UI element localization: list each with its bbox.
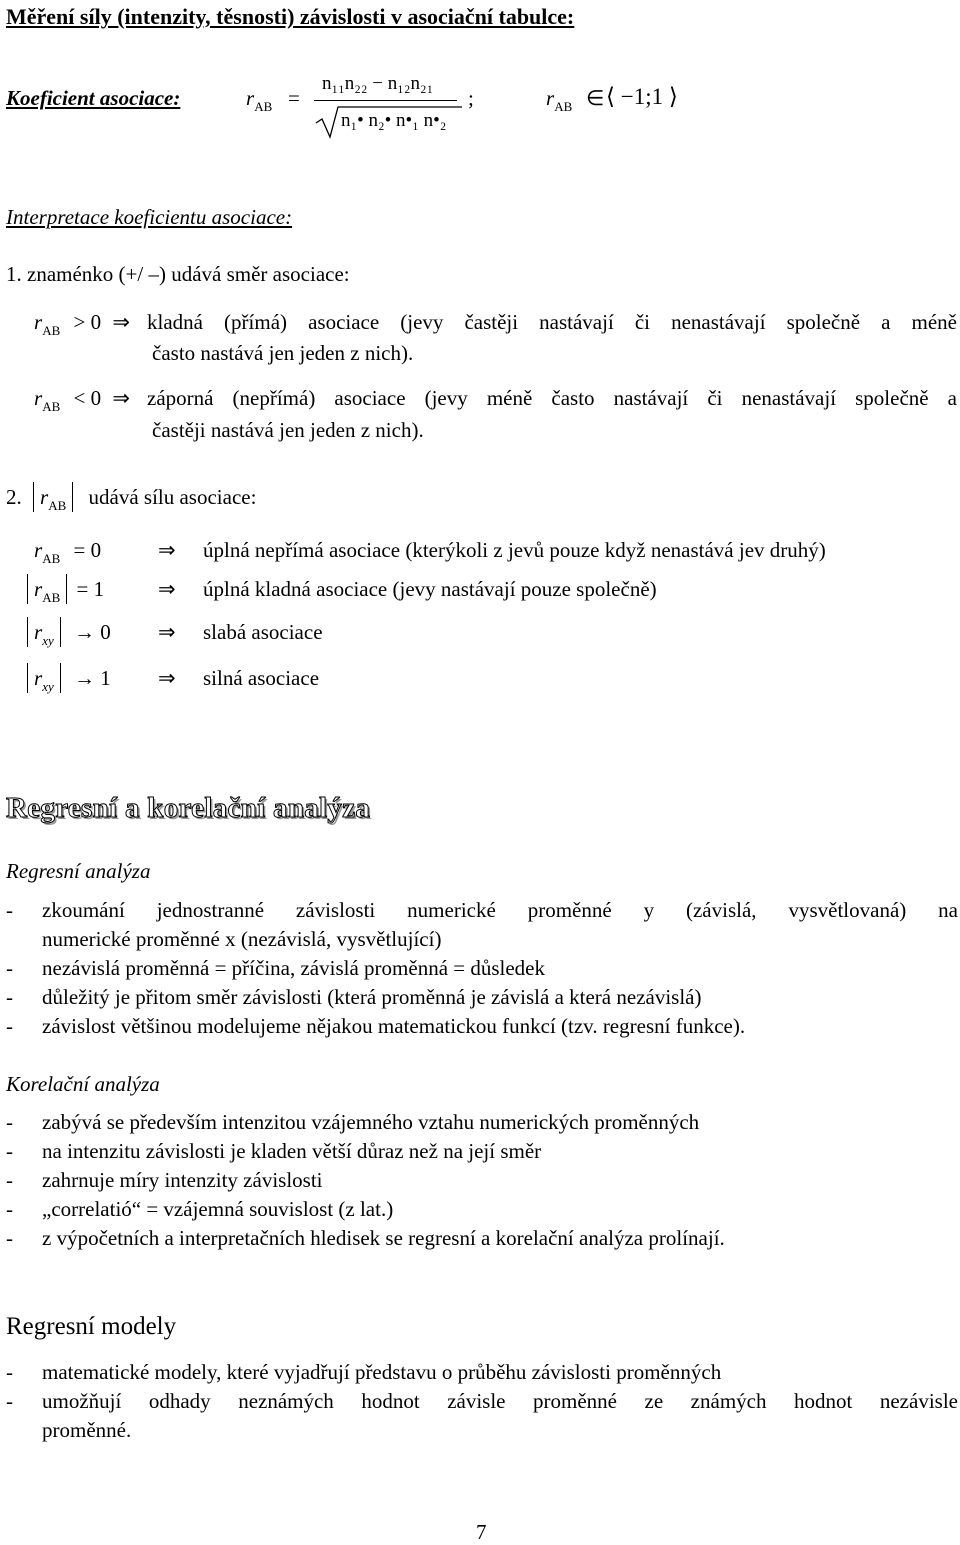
negative-text-1: záporná (nepřímá) asociace (jevy méně často nastávají či nenastávají společně a — [147, 386, 957, 410]
row-text-3: slabá asociace — [203, 620, 323, 644]
correlation-item-3: zahrnuje míry intenzity závislosti — [42, 1168, 323, 1192]
numerator-text: n₁₁n₂₂ − n₁₂n₂₁ — [322, 73, 434, 94]
negative-condition: $r_{AB} < 0$ ⇒ — [34, 386, 130, 414]
fraction-denominator: n₁• n₂• n•₁ n•₂ — [341, 110, 447, 131]
row-cond-4: $r_{xy} \to 1$ — [27, 663, 111, 693]
interval: ⟨ −1;1 ⟩ — [606, 84, 678, 109]
item1-text: 1. znaménko (+/ –) udává směr asociace: — [6, 262, 350, 286]
semicolon: ; — [468, 86, 474, 110]
models-item-2-line-2: proměnné. — [42, 1418, 132, 1442]
dash: - — [6, 985, 13, 1009]
correlation-item-1: zabývá se především intenzitou vzájemného vztahu numerických proměnných — [42, 1110, 700, 1134]
fraction-bar — [314, 100, 457, 101]
row-cond-3: $r_{xy} \to 0$ — [27, 617, 111, 647]
row-cond-2: $r_{AB} = 1$ — [27, 574, 104, 604]
r-subscript: AB — [254, 99, 273, 114]
implies-icon: ⇒ — [158, 666, 176, 690]
r-subscript-range: AB — [554, 99, 573, 114]
regression-item-2: nezávislá proměnná = příčina, závislá proměnná = důsledek — [42, 956, 546, 980]
item2: 2. $r_{AB}$ udává sílu asociace: — [6, 482, 256, 512]
dash: - — [6, 1168, 13, 1192]
row-text-2: úplná kladná asociace (jevy nastávají pouze společně) — [203, 577, 657, 601]
negative-text-2: častěji nastává jen jeden z nich). — [152, 418, 424, 442]
positive-text-1: kladná (přímá) asociace (jevy častěji nastávají či nenastávají společně a méně — [147, 310, 957, 334]
implies-icon: ⇒ — [158, 538, 176, 562]
r-symbol: r — [246, 86, 255, 110]
r-symbol-range: r — [546, 86, 555, 110]
fraction-numerator — [322, 73, 433, 95]
correlation-item-4: „correlatió“ = vzájemná souvislost (z lat.) — [42, 1197, 394, 1221]
models-heading: Regresní modely — [6, 1313, 177, 1340]
correlation-heading: Korelační analýza — [6, 1072, 160, 1096]
row-cond-1: $r_{AB} = 0$ — [34, 538, 102, 566]
positive-text-2: často nastává jen jeden z nich). — [152, 341, 414, 365]
implies-icon: ⇒ — [158, 620, 176, 644]
implies-icon: ⇒ — [158, 577, 176, 601]
element-of-symbol: ∈ — [586, 86, 605, 110]
row-text-1: úplná nepřímá asociace (kterýkoli z jevů pouze když nenastává jev druhý) — [203, 538, 826, 562]
regression-item-4: závislost většinou modelujeme nějakou matematickou funkcí (tzv. regresní funkce). — [42, 1014, 746, 1038]
section-heading: Regresní a korelační analýza — [6, 792, 371, 824]
dash: - — [6, 1360, 13, 1384]
equals-sign: = — [288, 86, 300, 110]
implies-icon: ⇒ — [112, 310, 130, 334]
page-number: 7 — [476, 1520, 487, 1544]
dash: - — [6, 1389, 13, 1413]
regression-item-3: důležitý je přitom směr závislosti (která proměnná je závislá a která nezávislá) — [42, 985, 702, 1009]
regression-item-1-line-1: zkoumání jednostranné závislosti numerické proměnné y (závislá, vysvětlovaná) na — [42, 898, 958, 922]
page-title: Měření síly (intenzity, těsnosti) závislosti v asociační tabulce: — [6, 4, 575, 29]
dash: - — [6, 1226, 13, 1250]
dash: - — [6, 1110, 13, 1134]
dash: - — [6, 1139, 13, 1163]
row-text-4: silná asociace — [203, 666, 320, 690]
implies-icon: ⇒ — [112, 386, 130, 410]
dash: - — [6, 1014, 13, 1038]
correlation-item-2: na intenzitu závislosti je kladen větší důraz než na její směr — [42, 1139, 542, 1163]
dash: - — [6, 898, 13, 922]
correlation-item-5: z výpočetních a interpretačních hledisek se regresní a korelační analýza prolínají. — [42, 1226, 725, 1250]
dash: - — [6, 1197, 13, 1221]
coef-label: Koeficient asociace: — [6, 86, 181, 110]
models-item-2-line-1: umožňují odhady neznámých hodnot závisle proměnné ze známých hodnot nezávisle — [42, 1389, 958, 1413]
positive-condition: $r_{AB} > 0$ ⇒ — [34, 310, 130, 338]
dash: - — [6, 956, 13, 980]
regression-item-1-line-2: numerické proměnné x (nezávislá, vysvětlující) — [42, 927, 442, 951]
models-item-1: matematické modely, které vyjadřují představu o průběhu závislosti proměnných — [42, 1360, 722, 1384]
regression-heading: Regresní analýza — [6, 859, 151, 883]
interpretation-heading: Interpretace koeficientu asociace: — [6, 205, 293, 229]
